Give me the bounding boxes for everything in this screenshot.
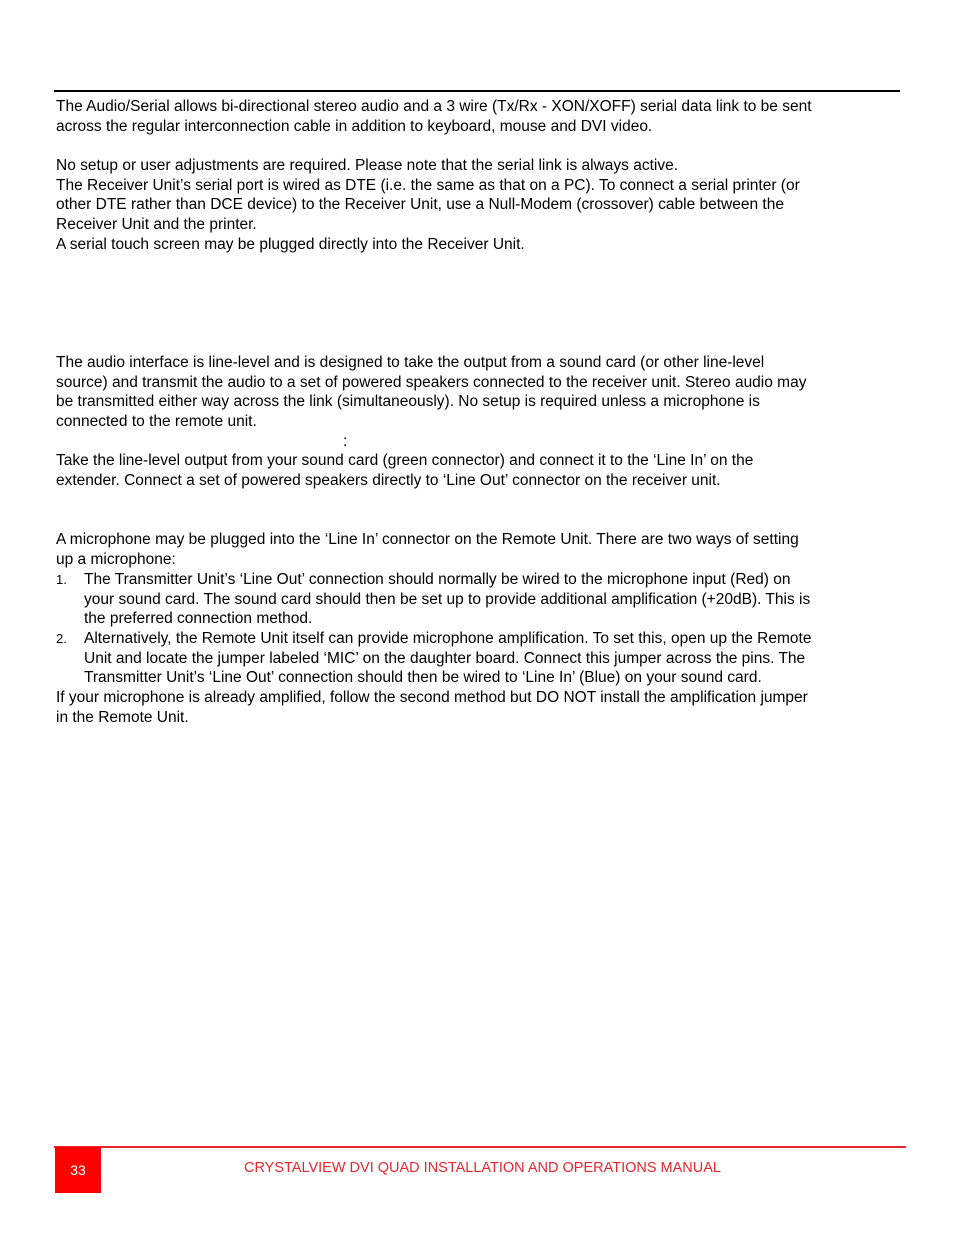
list-number: 2. <box>56 631 67 646</box>
text-line: Unit and locate the jumper labeled ‘MIC’ on the daughter board. Connect this jumper across the pins. The <box>84 649 806 667</box>
page-number-box <box>55 1147 101 1193</box>
text-line: Transmitter Unit’s ‘Line Out’ connection should then be wired to ‘Line In’ (Blue) on your sound card. <box>84 669 762 687</box>
text-line: A serial touch screen may be plugged directly into the Receiver Unit. <box>56 235 525 253</box>
text-line: your sound card. The sound card should then be set up to provide additional amplification (+20dB). This is <box>84 590 811 608</box>
text-line: The Receiver Unit’s serial port is wired as DTE (i.e. the same as that on a PC). To connect a serial printer (or <box>56 176 800 194</box>
audio-paragraph <box>56 353 806 432</box>
footer-rule <box>54 1146 906 1148</box>
text-line: other DTE rather than DCE device) to the Receiver Unit, use a Null-Modem (crossover) cable between the <box>56 196 784 214</box>
list-item <box>84 629 811 688</box>
text-line: the preferred connection method. <box>84 610 313 628</box>
header-rule <box>54 90 900 92</box>
text-line: Receiver Unit and the printer. <box>56 216 257 234</box>
serial-paragraph <box>56 156 800 255</box>
text-line: up a microphone: <box>56 550 176 568</box>
list-item <box>84 570 810 629</box>
microphone-closing <box>56 688 808 727</box>
footer-title: CRYSTALVIEW DVI QUAD INSTALLATION AND OPERATIONS MANUAL <box>244 1160 721 1176</box>
text-line: Take the line-level output from your sound card (green connector) and connect it to the ‘Line In’ on the <box>56 452 754 469</box>
text-line: be transmitted either way across the link (simultaneously). No setup is required unless a microphone is <box>56 393 760 411</box>
audio-colon: : <box>343 433 348 450</box>
text-line: The Transmitter Unit’s ‘Line Out’ connection should normally be wired to the microphone input (Red) on <box>84 571 791 588</box>
text-line: The audio interface is line-level and is designed to take the output from a sound card (or other line-level <box>56 354 765 371</box>
text-line: across the regular interconnection cable in addition to keyboard, mouse and DVI video. <box>56 117 653 135</box>
list-number: 1. <box>56 572 67 587</box>
microphone-intro <box>56 530 799 569</box>
text-line: Alternatively, the Remote Unit itself can provide microphone amplification. To set this, open up the Remote <box>84 630 812 647</box>
text-line: The Audio/Serial allows bi-directional stereo audio and a 3 wire (Tx/Rx - XON/XOFF) serial data link to be sent <box>56 98 812 115</box>
text-line: source) and transmit the audio to a set of powered speakers connected to the receiver unit. Stereo audio may <box>56 373 807 391</box>
text-line: If your microphone is already amplified, follow the second method but DO NOT install the amplification jumper <box>56 689 808 706</box>
text-line: No setup or user adjustments are required. Please note that the serial link is always active. <box>56 157 679 174</box>
intro-paragraph <box>56 97 812 136</box>
text-line: extender. Connect a set of powered speakers directly to ‘Line Out’ connector on the receiver unit. <box>56 471 721 489</box>
text-line: in the Remote Unit. <box>56 708 189 726</box>
page-number: 33 <box>70 1162 86 1178</box>
audio-connect-paragraph <box>56 451 753 490</box>
text-line: A microphone may be plugged into the ‘Line In’ connector on the Remote Unit. There are two ways of setting <box>56 531 799 548</box>
text-line: connected to the remote unit. <box>56 413 257 431</box>
